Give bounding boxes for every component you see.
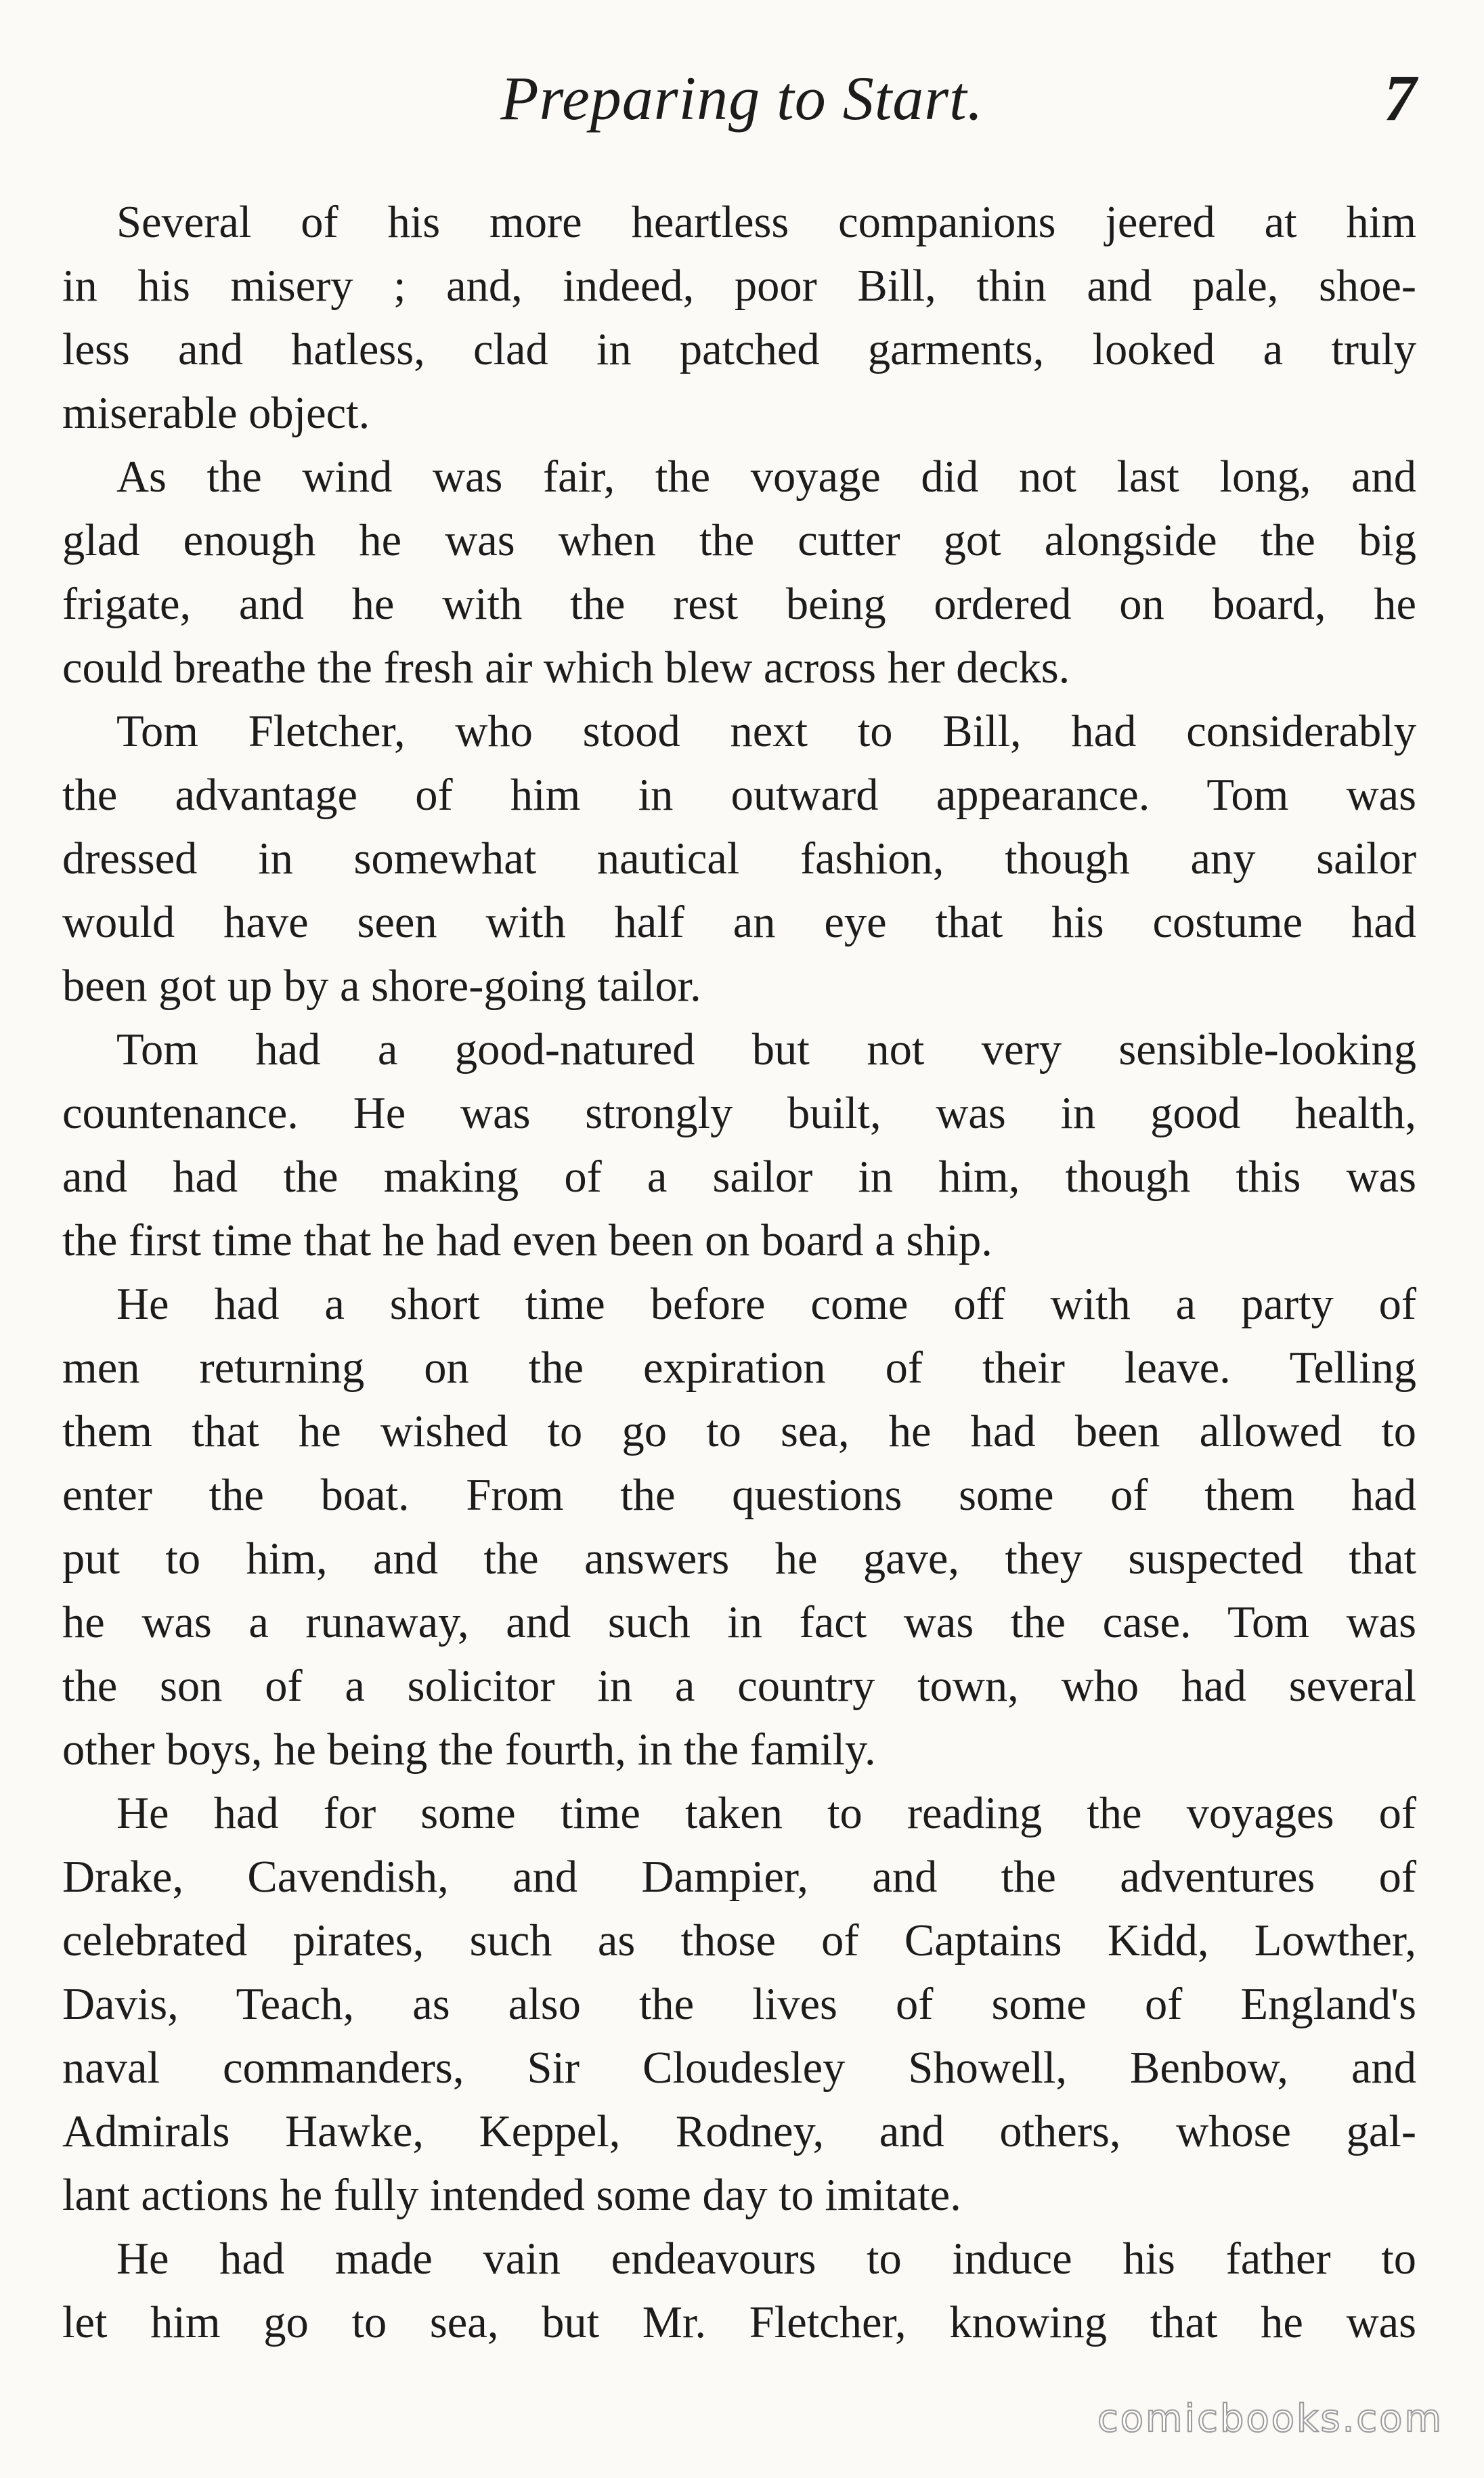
text-line: would have seen with half an eye that his costume had bbox=[62, 898, 1416, 947]
text-line: miserable object. bbox=[62, 389, 370, 438]
page-number: 7 bbox=[1384, 62, 1416, 134]
paragraph bbox=[62, 191, 1416, 445]
paragraph bbox=[62, 2227, 1416, 2355]
text-line: lant actions he fully intended some day to imitate. bbox=[62, 2171, 961, 2220]
running-head bbox=[0, 58, 1484, 139]
running-title: Preparing to Start. bbox=[500, 64, 984, 133]
text-line: glad enough he was when the cutter got alongside the big bbox=[62, 516, 1416, 565]
text-line: the first time that he had even been on board a ship. bbox=[62, 1216, 992, 1265]
text-line: let him go to sea, but Mr. Fletcher, knowing that he was bbox=[62, 2298, 1416, 2347]
text-line: men returning on the expiration of their leave. Telling bbox=[62, 1343, 1416, 1393]
text-line: countenance. He was strongly built, was in good health, bbox=[62, 1089, 1416, 1138]
text-line: less and hatless, clad in patched garments, looked a truly bbox=[62, 325, 1416, 374]
text-line: the advantage of him in outward appearance. Tom was bbox=[62, 770, 1416, 820]
paragraph bbox=[62, 1782, 1416, 2227]
text-line: could breathe the fresh air which blew across her decks. bbox=[62, 643, 1070, 693]
text-line: He had made vain endeavours to induce his father to bbox=[116, 2234, 1416, 2284]
text-line: other boys, he being the fourth, in the family. bbox=[62, 1725, 876, 1775]
text-line: celebrated pirates, such as those of Captains Kidd, Lowther, bbox=[62, 1916, 1416, 1965]
text-line: Tom Fletcher, who stood next to Bill, had considerably bbox=[116, 707, 1416, 756]
text-line: and had the making of a sailor in him, though this was bbox=[62, 1152, 1416, 1202]
text-line: the son of a solicitor in a country town, who had several bbox=[62, 1661, 1416, 1711]
text-line: enter the boat. From the questions some of them had bbox=[62, 1471, 1416, 1520]
text-line: been got up by a shore-going tailor. bbox=[62, 961, 701, 1011]
text-line: Davis, Teach, as also the lives of some of England's bbox=[62, 1980, 1416, 2029]
text-line: in his misery ; and, indeed, poor Bill, thin and pale, shoe- bbox=[62, 261, 1416, 311]
text-line: he was a runaway, and such in fact was the case. Tom was bbox=[62, 1598, 1416, 1647]
paragraph bbox=[62, 1018, 1416, 1273]
text-line: As the wind was fair, the voyage did not last long, and bbox=[116, 452, 1416, 502]
text-line: dressed in somewhat nautical fashion, though any sailor bbox=[62, 834, 1416, 884]
paragraph bbox=[62, 445, 1416, 700]
text-line: He had a short time before come off with a party of bbox=[116, 1280, 1416, 1329]
text-line: them that he wished to go to sea, he had been allowed to bbox=[62, 1407, 1416, 1456]
paragraph bbox=[62, 1273, 1416, 1782]
text-line: Admirals Hawke, Keppel, Rodney, and others, whose gal- bbox=[62, 2107, 1416, 2156]
text-line: put to him, and the answers he gave, they suspected that bbox=[62, 1534, 1416, 1584]
text-line: He had for some time taken to reading the voyages of bbox=[116, 1789, 1416, 1838]
text-line: frigate, and he with the rest being ordered on board, he bbox=[62, 580, 1416, 629]
text-line: Drake, Cavendish, and Dampier, and the adventures of bbox=[62, 1852, 1416, 1902]
text-line: Tom had a good-natured but not very sensible-looking bbox=[116, 1025, 1416, 1074]
text-line: naval commanders, Sir Cloudesley Showell, Benbow, and bbox=[62, 2043, 1416, 2093]
paragraph bbox=[62, 700, 1416, 1018]
text-line: Several of his more heartless companions jeered at him bbox=[116, 198, 1416, 247]
watermark: comicbooks.com bbox=[1097, 2397, 1443, 2441]
body-text bbox=[62, 191, 1416, 2355]
